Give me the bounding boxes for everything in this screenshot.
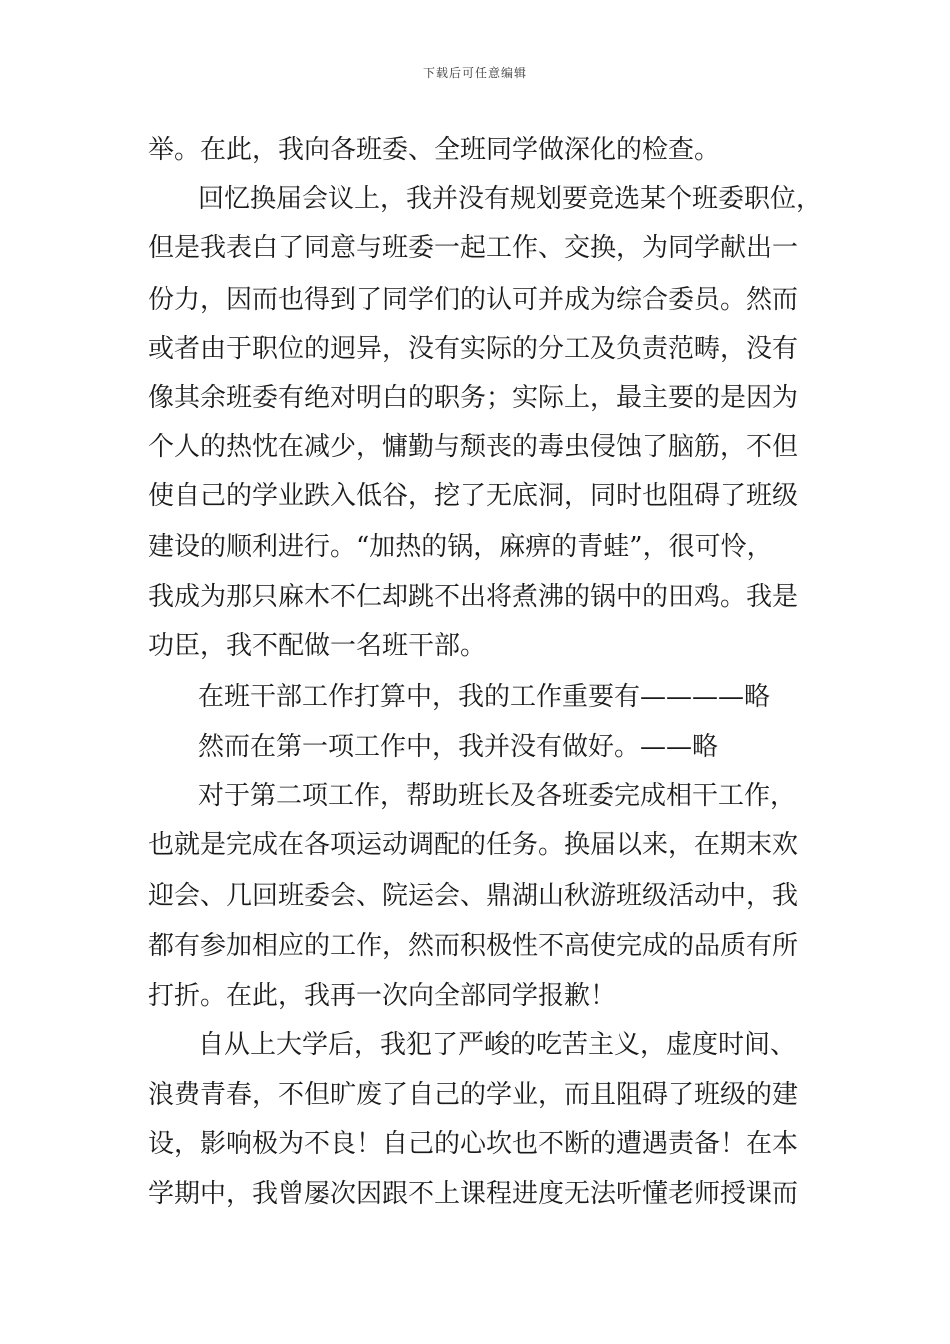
text-line: 对于第二项工作，帮助班长及各班委完成相干工作， bbox=[198, 781, 797, 811]
text-line: 使自己的学业跌入低谷，挖了无底洞，同时也阻碍了班级 bbox=[148, 481, 799, 511]
text-line: 在班干部工作打算中，我的工作重要有————略 bbox=[198, 682, 771, 712]
text-line: 功臣，我不配做一名班干部。 bbox=[148, 631, 487, 661]
text-line: 学期中，我曾屡次因跟不上课程进度无法听懂老师授课而 bbox=[148, 1179, 799, 1209]
text-line: 回忆换届会议上，我并没有规划要竞选某个班委职位， bbox=[198, 184, 823, 214]
text-line: 设，影响极为不良！自己的心坎也不断的遭遇责备！在本 bbox=[148, 1129, 799, 1159]
text-line: 自从上大学后，我犯了严峻的吃苦主义，虚度时间、 bbox=[198, 1030, 797, 1060]
text-line: 举。在此，我向各班委、全班同学做深化的检查。 bbox=[148, 135, 721, 165]
text-line: 像其余班委有绝对明白的职务；实际上，最主要的是因为 bbox=[148, 383, 799, 413]
text-line: 打折。在此，我再一次向全部同学报歉！ bbox=[148, 981, 617, 1011]
text-line: 个人的热忱在减少，慵勤与颓丧的毒虫侵蚀了脑筋，不但 bbox=[148, 432, 799, 462]
page-header: 下载后可任意编辑 bbox=[422, 66, 527, 80]
text-line: 都有参加相应的工作，然而积极性不高使完成的品质有所 bbox=[148, 931, 799, 961]
text-line: 然而在第一项工作中，我并没有做好。——略 bbox=[198, 732, 719, 762]
text-line: 建设的顺利进行。“加热的锅，麻痹的青蛙”，很可怜， bbox=[148, 532, 773, 562]
text-line: 浪费青春，不但旷废了自己的学业，而且阻碍了班级的建 bbox=[148, 1080, 799, 1110]
text-line: 也就是完成在各项运动调配的任务。换届以来，在期末欢 bbox=[148, 830, 799, 860]
text-line: 但是我表白了同意与班委一起工作、交换，为同学献出一 bbox=[148, 233, 799, 263]
text-line: 或者由于职位的迥异，没有实际的分工及负责范畴，没有 bbox=[148, 334, 799, 364]
text-line: 份力，因而也得到了同学们的认可并成为综合委员。然而 bbox=[148, 285, 799, 315]
text-line: 迎会、几回班委会、院运会、鼎湖山秋游班级活动中，我 bbox=[148, 881, 799, 911]
text-line: 我成为那只麻木不仁却跳不出将煮沸的锅中的田鸡。我是 bbox=[148, 582, 799, 612]
